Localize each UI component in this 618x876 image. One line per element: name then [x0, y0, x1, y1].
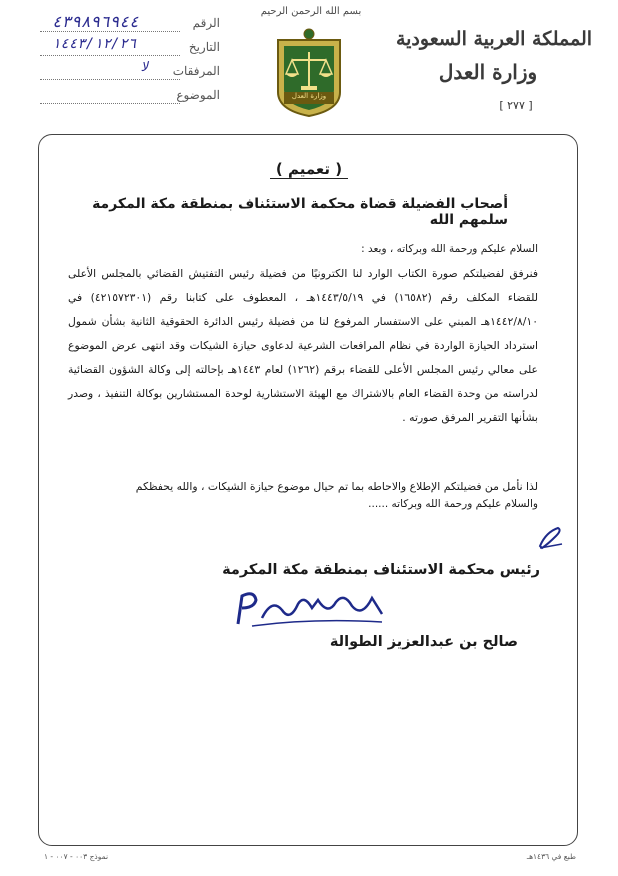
memo-title: ( تعميم ) [0, 160, 618, 178]
attachments-field [40, 62, 220, 82]
bismillah: بسم الله الرحمن الرحيم [260, 6, 362, 17]
closing-line: والسلام عليكم ورحمة الله وبركاته ...... [368, 498, 538, 510]
number-label: الرقم [192, 16, 220, 30]
signer-title: رئيس محكمة الاستئناف بمنطقة مكة المكرمة [222, 562, 540, 578]
signer-name: صالح بن عبدالعزيز الطوالة [329, 634, 518, 650]
number-value: ٤٣٩٨٩٦٩٤٤ [52, 12, 139, 31]
body-paragraph: فنرفق لفضيلتكم صورة الكتاب الوارد لنا الكترونيًا من فضيلة رئيس التفتيش القضائي بالمجلس الأعلى للقضاء المكلف رقم (١٦٥٨٢) في ١٤٤٣/٥/١٩هـ ، المعطوف على كتابنا رقم (٤٢١٥٧٢٣٠١) في ١٤٤٢/٨/١٠هـ المبني على الاستفسار المرفوع لنا من فضيلة رئيس الدائرة الحقوقية الثانية بشأن شمول استرداد الحيازة الواردة في نظام المرافعات الشرعية لدعاوى حيازة الشيكات وقد انتهى عرض الموضوع على معالي رئيس المجلس الأعلى للقضاء برقم (١٢٦٢) لعام ١٤٤٣هـ بإحالته إلى وكالة الشؤون القضائية لدراسته من وحدة القضاء العام بالاشتراك مع الهيئة الاستشارية لوحدة المستشارين بوكالة التنفيذ ، وصدر بشأنها التقرير المرفق صورته . [68, 267, 538, 424]
print-note: طبع في ١٤٣٦هـ [526, 852, 576, 861]
kingdom-name: المملكة العربية السعودية [395, 28, 593, 50]
ministry-name: وزارة العدل [438, 60, 538, 84]
date-label: التاريخ [188, 40, 220, 54]
subject-field [40, 86, 220, 106]
attachments-value: لا [140, 60, 148, 75]
date-field [40, 38, 220, 58]
document-code: [ ٢٧٧ ] [499, 99, 533, 112]
pen-mark-icon [536, 522, 566, 552]
greeting: السلام عليكم ورحمة الله وبركاته ، وبعد : [361, 243, 538, 255]
scales-icon [272, 26, 346, 118]
attachments-label: المرفقات [172, 64, 220, 78]
ministry-emblem [272, 26, 346, 118]
request-paragraph: لذا نأمل من فضيلتكم الإطلاع والاحاطه بما تم حيال موضوع حيازة الشيكات ، والله يحفظكم [135, 480, 538, 493]
emblem-caption: وزارة العدل [291, 92, 327, 100]
signature-scribble [232, 588, 392, 630]
form-number: نموذج ٠٠٣ - ٠٠٧ - ١ [44, 852, 109, 861]
number-field [40, 14, 220, 34]
date-value: ١٤٤٣/١٢/٢٦ [52, 36, 137, 52]
subject-label: الموضوع [176, 88, 220, 102]
addressee: أصحاب الفضيلة قضاة محكمة الاستئناف بمنطقة مكة المكرمة سلمهم الله [92, 196, 508, 228]
